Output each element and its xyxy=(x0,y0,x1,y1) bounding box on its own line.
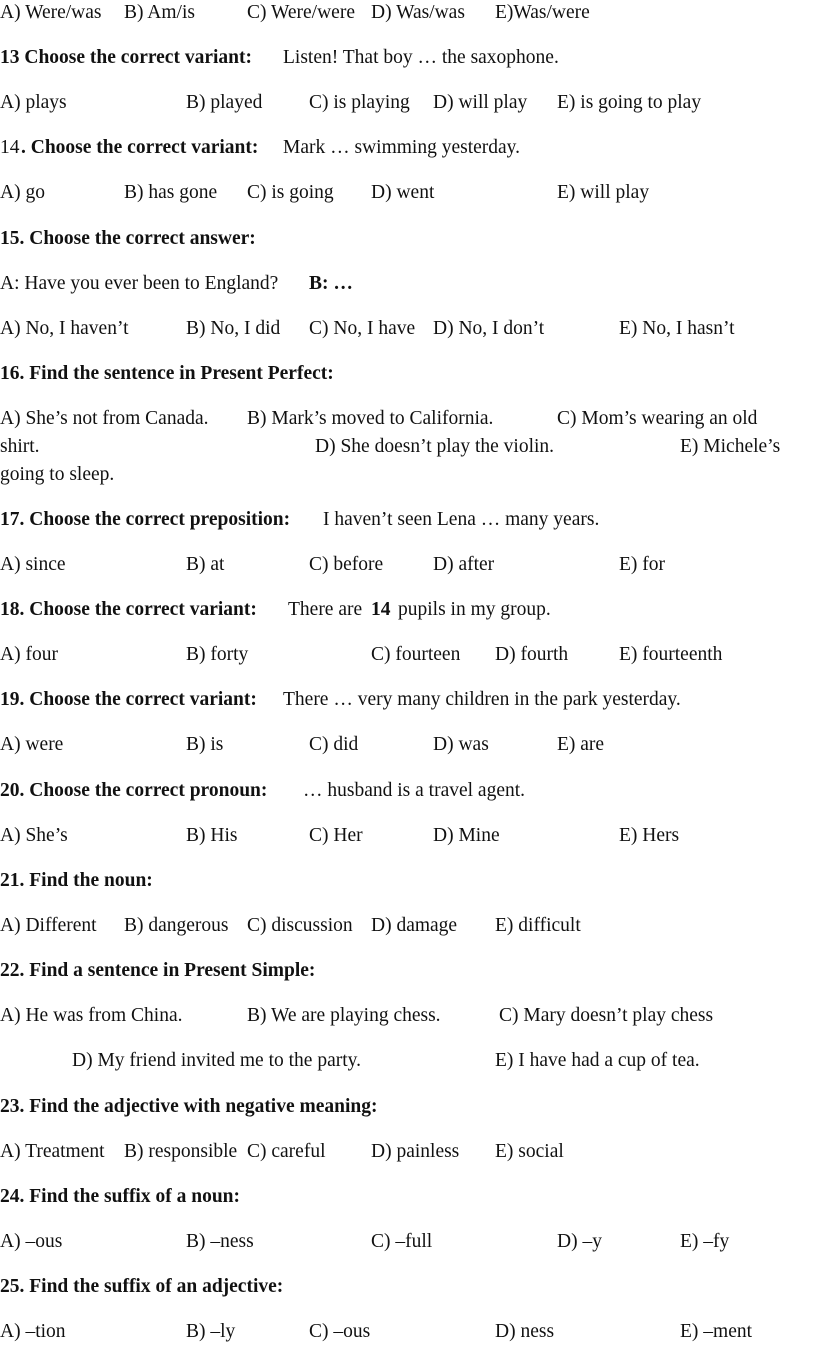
option-a: A) were xyxy=(0,734,64,755)
question-13-text: Listen! That boy … the saxophone. xyxy=(283,47,559,68)
option-b: B) No, I did xyxy=(186,318,281,339)
question-17-text: I haven’t seen Lena … many years. xyxy=(323,509,600,530)
option-c: C) discussion xyxy=(247,915,353,936)
option-d: D) will play xyxy=(433,92,528,113)
option-b: B) Am/is xyxy=(124,2,195,23)
option-d: D) was xyxy=(433,734,489,755)
option-c-part-1: C) Mom’s wearing an old xyxy=(557,408,758,429)
option-a: A) –ous xyxy=(0,1231,63,1252)
option-e-part-2: going to sleep. xyxy=(0,464,115,485)
option-e: E) Hers xyxy=(619,825,680,846)
option-b: B) –ness xyxy=(186,1231,254,1252)
option-a: A) go xyxy=(0,182,45,203)
option-d: D) after xyxy=(433,554,495,575)
option-e: E) fourteenth xyxy=(619,644,723,665)
option-e: E) –ment xyxy=(680,1321,753,1342)
option-e: E) No, I hasn’t xyxy=(619,318,735,339)
question-18-number: 14 xyxy=(371,599,391,620)
question-25-label: 25. Find the suffix of an adjective: xyxy=(0,1276,284,1297)
option-c: C) before xyxy=(309,554,384,575)
option-d: D) –y xyxy=(557,1231,602,1252)
option-d: D) fourth xyxy=(495,644,569,665)
option-a: A) She’s xyxy=(0,825,68,846)
option-b: B) has gone xyxy=(124,182,218,203)
dialog-line-a: A: Have you ever been to England? xyxy=(0,273,279,294)
option-c-part-2: shirt. xyxy=(0,436,40,457)
option-a: A) No, I haven’t xyxy=(0,318,129,339)
option-c: C) Were/were xyxy=(247,2,355,23)
question-14-text: Mark … swimming yesterday. xyxy=(283,137,521,158)
option-a: A) –tion xyxy=(0,1321,66,1342)
question-21-label: 21. Find the noun: xyxy=(0,870,153,891)
question-18-text-pre: There are xyxy=(288,599,363,620)
option-d: D) painless xyxy=(371,1141,460,1162)
option-b: B) responsible xyxy=(124,1141,238,1162)
option-b: B) We are playing chess. xyxy=(247,1005,441,1026)
option-c: C) Her xyxy=(309,825,363,846)
option-e: E) social xyxy=(495,1141,564,1162)
option-a: A) She’s not from Canada. xyxy=(0,408,209,429)
option-b: B) His xyxy=(186,825,238,846)
option-b: B) Mark’s moved to California. xyxy=(247,408,494,429)
question-16-label: 16. Find the sentence in Present Perfect: xyxy=(0,363,334,384)
option-e: E) is going to play xyxy=(557,92,702,113)
question-20-text: … husband is a travel agent. xyxy=(303,780,526,801)
option-d: D) ness xyxy=(495,1321,555,1342)
question-22-label: 22. Find a sentence in Present Simple: xyxy=(0,960,316,981)
option-c: C) Mary doesn’t play chess xyxy=(499,1005,714,1026)
option-b: B) dangerous xyxy=(124,915,229,936)
question-23-label: 23. Find the adjective with negative meaning: xyxy=(0,1096,378,1117)
option-d: D) No, I don’t xyxy=(433,318,545,339)
option-a: A) Were/was xyxy=(0,2,102,23)
question-19-text: There … very many children in the park yesterday. xyxy=(283,689,681,710)
option-b: B) forty xyxy=(186,644,249,665)
question-15-label: 15. Choose the correct answer: xyxy=(0,228,256,249)
option-c: C) careful xyxy=(247,1141,326,1162)
option-e: E) will play xyxy=(557,182,650,203)
option-e: E) difficult xyxy=(495,915,581,936)
option-d: D) My friend invited me to the party. xyxy=(72,1050,361,1071)
option-c: C) –full xyxy=(371,1231,433,1252)
question-24-label: 24. Find the suffix of a noun: xyxy=(0,1186,240,1207)
option-a: A) Treatment xyxy=(0,1141,105,1162)
option-c: C) –ous xyxy=(309,1321,371,1342)
option-e: E) I have had a cup of tea. xyxy=(495,1050,700,1071)
question-18-text-post: pupils in my group. xyxy=(398,599,551,620)
option-c: C) did xyxy=(309,734,359,755)
option-c: C) is playing xyxy=(309,92,410,113)
option-d: D) damage xyxy=(371,915,458,936)
option-a: A) since xyxy=(0,554,66,575)
option-d: D) She doesn’t play the violin. xyxy=(315,436,555,457)
option-a: A) He was from China. xyxy=(0,1005,183,1026)
option-e: E) for xyxy=(619,554,666,575)
option-d: D) Mine xyxy=(433,825,500,846)
option-b: B) –ly xyxy=(186,1321,236,1342)
option-e-part-1: E) Michele’s xyxy=(680,436,781,457)
option-c: C) is going xyxy=(247,182,334,203)
question-17-label: 17. Choose the correct preposition: xyxy=(0,509,291,530)
option-b: B) at xyxy=(186,554,225,575)
option-d: D) Was/was xyxy=(371,2,465,23)
question-14-label: . Choose the correct variant: xyxy=(21,137,259,158)
dialog-line-b: B: … xyxy=(309,273,353,294)
option-e: E)Was/were xyxy=(495,2,590,23)
option-d: D) went xyxy=(371,182,435,203)
option-b: B) is xyxy=(186,734,224,755)
option-e: E) are xyxy=(557,734,605,755)
option-c: C) No, I have xyxy=(309,318,416,339)
question-13-label: 13 Choose the correct variant: xyxy=(0,47,252,68)
question-18-label: 18. Choose the correct variant: xyxy=(0,599,257,620)
question-14-number: 14 xyxy=(0,137,20,158)
option-b: B) played xyxy=(186,92,263,113)
option-e: E) –fy xyxy=(680,1231,730,1252)
option-a: A) Different xyxy=(0,915,97,936)
question-19-label: 19. Choose the correct variant: xyxy=(0,689,257,710)
option-a: A) plays xyxy=(0,92,67,113)
question-20-label: 20. Choose the correct pronoun: xyxy=(0,780,268,801)
option-c: C) fourteen xyxy=(371,644,461,665)
option-a: A) four xyxy=(0,644,58,665)
